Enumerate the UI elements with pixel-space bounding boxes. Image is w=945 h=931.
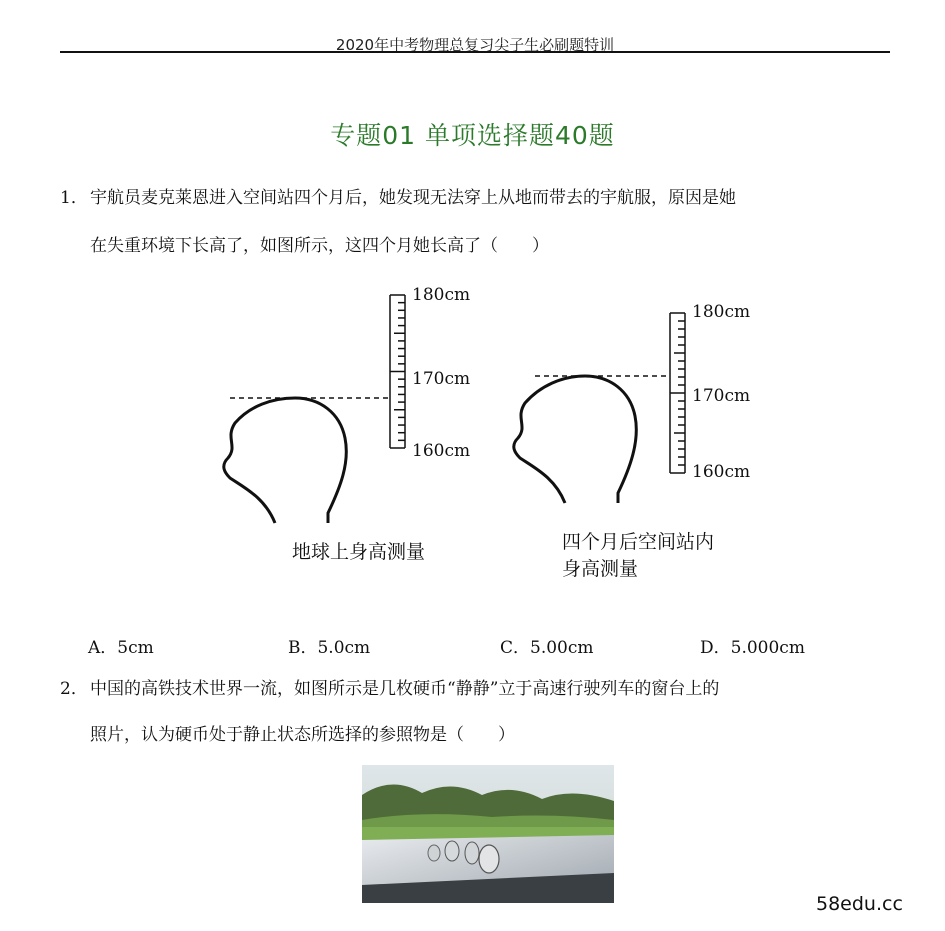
right-head-outline [514,376,637,503]
left-scale-mid-label: 170cm [412,369,471,389]
left-ruler [390,295,405,448]
right-caption-line-1: 四个月后空间站内 [562,531,715,553]
question-2-line-2: 照片，认为硬币处于静止状态所选择的参照物是（ ） [90,725,515,745]
photo-illustration [362,765,614,903]
right-caption-line-2: 身高测量 [562,558,639,580]
left-head-outline [224,398,347,523]
right-scale-bottom-label: 160cm [692,462,751,482]
question-1-line-1: 宇航员麦克莱恩进入空间站四个月后，她发现无法穿上从地而带去的宇航服，原因是她 [90,188,736,208]
question-1-line-2: 在失重环境下长高了，如图所示，这四个月她长高了（ ） [90,236,549,256]
right-scale-top-label: 180cm [692,302,751,322]
option-d: D．5.000cm [700,638,805,658]
running-header: 2020年中考物理总复习尖子生必刷题特训 [335,36,615,54]
option-b: B．5.0cm [288,638,371,658]
header-rule [60,51,890,53]
height-measurement-figure [200,278,800,598]
right-scale-mid-label: 170cm [692,386,751,406]
question-2-number: 2． [60,679,88,699]
right-ruler [670,313,685,473]
left-scale-top-label: 180cm [412,285,471,305]
train-window-coins-photo [362,765,614,903]
option-a: A．5cm [88,638,154,658]
left-scale-bottom-label: 160cm [412,441,471,461]
page-title: 专题01 单项选择题40题 [330,121,615,150]
left-caption: 地球上身高测量 [292,541,426,563]
question-2-line-1: 中国的高铁技术世界一流，如图所示是几枚硬币“静静”立于高速行驶列车的窗台上的 [90,679,720,699]
option-c: C．5.00cm [500,638,594,658]
question-1-number: 1． [60,188,88,208]
watermark: 58edu.cc [816,893,903,915]
